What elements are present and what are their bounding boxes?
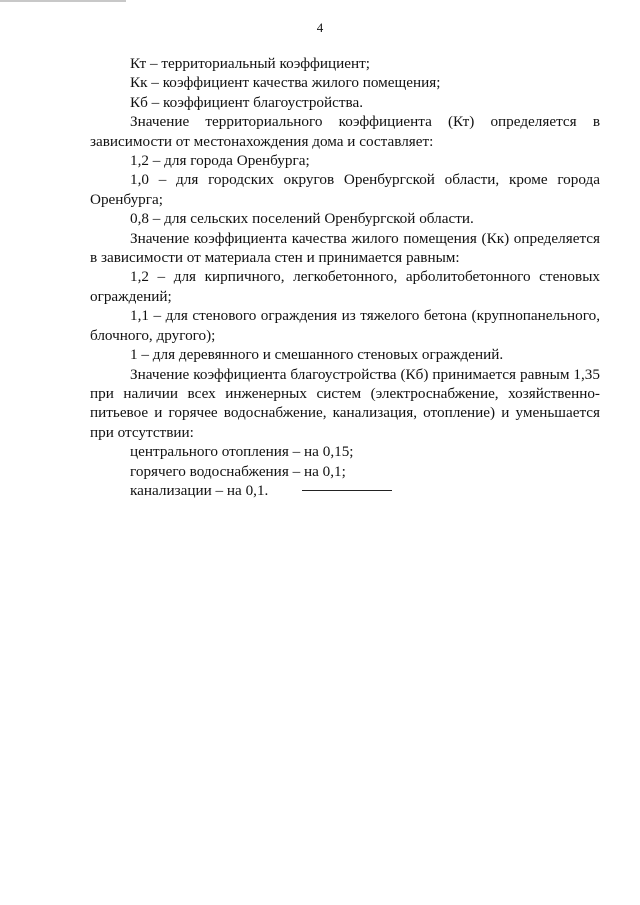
paragraph-kk-wooden: 1 – для деревянного и смешанного стеновых ограждений. — [130, 346, 504, 364]
page-number: 4 — [316, 20, 324, 35]
paragraph-kk-definition: Кк – коэффициент качества жилого помещения; — [130, 74, 441, 92]
paragraph-kb-value-intro: Значение коэффициента благоустройства (Кб) принимается равным 1,35 при наличии всех инженерных систем (электроснабжение, хозяйственно-питьевое и горячее водоснабжение, канализация, отопление) и уменьшается при отсутствии: — [90, 365, 600, 441]
paragraph-kt-orenburg: 1,2 – для города Оренбурга; — [130, 152, 310, 170]
paragraph-kt-value-intro: Значение территориального коэффициента (Кт) определяется в зависимости от местонахождения дома и составляет: — [90, 113, 600, 150]
paragraph-kk-brick: 1,2 – для кирпичного, легкобетонного, арболитобетонного стеновых ограждений; — [90, 268, 600, 305]
paragraph-kb-definition: Кб – коэффициент благоустройства. — [130, 93, 364, 111]
paragraph-kt-rural: 0,8 – для сельских поселений Оренбургской области. — [130, 210, 474, 228]
paragraph-kt-urban-districts: 1,0 – для городских округов Оренбургской области, кроме города Оренбурга; — [90, 171, 600, 208]
scan-corner-mark — [0, 0, 126, 2]
paragraph-kb-hot-water: горячего водоснабжения – на 0,1; — [130, 462, 346, 480]
paragraph-kt-definition: Кт – территориальный коэффициент; — [130, 55, 370, 72]
paragraph-kb-sewerage: канализации – на 0,1. — [130, 481, 269, 499]
paragraph-kk-value-intro: Значение коэффициента качества жилого помещения (Кк) определяется в зависимости от материала стен и принимается равным: — [90, 229, 600, 267]
document-body — [90, 54, 600, 500]
end-separator-line — [302, 490, 392, 491]
paragraph-kk-heavy-concrete: 1,1 – для стенового ограждения из тяжелого бетона (крупнопанельного, блочного, другого); — [90, 307, 600, 344]
paragraph-kb-central-heating: центрального отопления – на 0,15; — [130, 443, 354, 461]
